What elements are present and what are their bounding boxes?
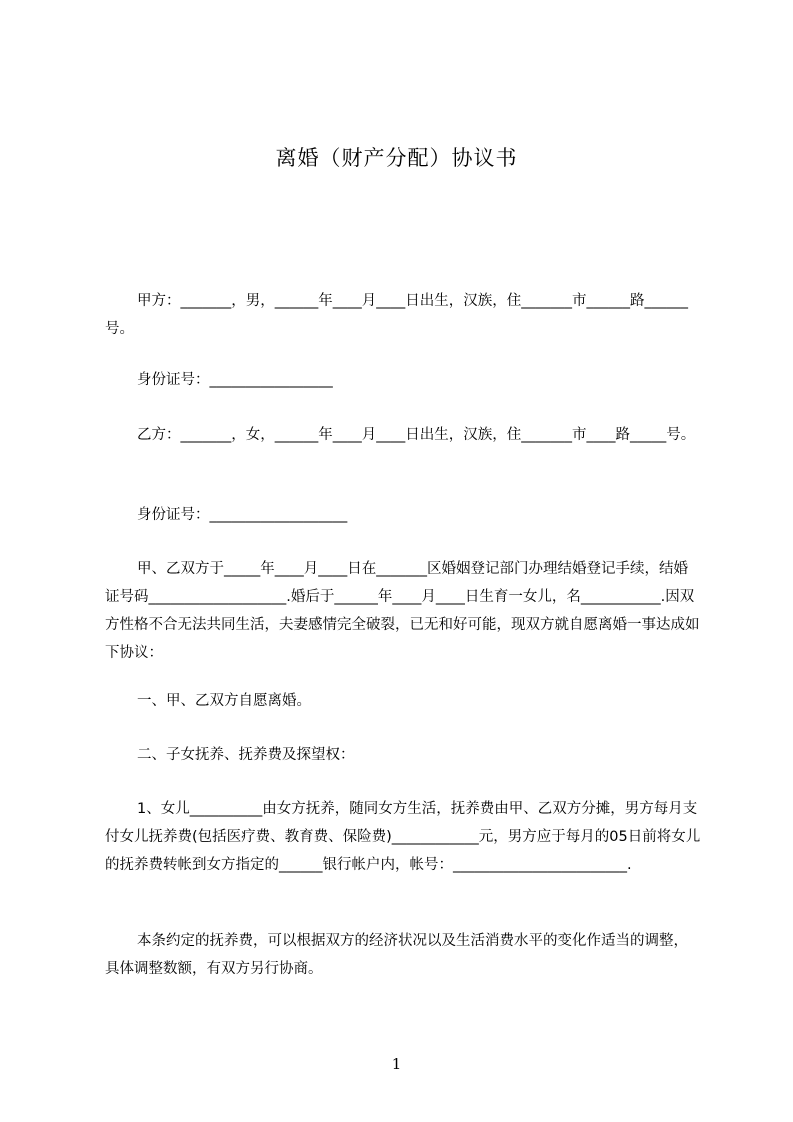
child-support-paragraph xyxy=(105,795,702,879)
adjustment-paragraph xyxy=(105,927,702,983)
clause-one-paragraph xyxy=(105,687,702,715)
party-a-id-text: 身份证号：_________________ xyxy=(137,372,333,388)
document-title: 离婚（财产分配）协议书 xyxy=(275,146,518,170)
child-support-text: 1、女儿__________由女方抚养，随同女方生活，抚养费由甲、乙双方分摊，男方每月支付女儿抚养费(包括医疗费、教育费、保险费)____________元，男方应于每月的05日前将女儿的抚养费转帐到女方指定的______银行帐户内，帐号：________________________. xyxy=(105,801,701,873)
clause-one-text: 一、甲、乙双方自愿离婚。 xyxy=(137,693,311,709)
party-b-id-paragraph xyxy=(105,501,702,529)
marriage-text: 甲、乙双方于_____年____月____日在_______区婚姻登记部门办理结婚登记手续，结婚证号码___________________.婚后于______年____月____日生育一女儿，名___________.因双方性格不合无法共同生活，夫妻感情完全破裂，已无和好可能，现双方就自愿离婚一事达成如下协议： xyxy=(105,561,700,661)
party-a-paragraph xyxy=(105,287,702,343)
party-b-id-text: 身份证号：___________________ xyxy=(137,507,348,523)
clause-two-text: 二、子女抚养、抚养费及探望权： xyxy=(137,747,355,763)
clause-two-paragraph xyxy=(105,741,702,769)
adjustment-text: 本条约定的抚养费，可以根据双方的经济状况以及生活消费水平的变化作适当的调整，具体调整数额，有双方另行协商。 xyxy=(105,933,688,977)
party-b-text: 乙方：_______，女，______年____月____日出生，汉族，住_______市____路_____号。 xyxy=(137,427,696,443)
party-a-id-paragraph xyxy=(105,366,702,394)
party-a-text: 甲方：_______，男，______年____月____日出生，汉族，住_______市______路______号。 xyxy=(105,293,688,337)
page-number: 1 xyxy=(391,1055,402,1073)
marriage-paragraph xyxy=(105,555,702,667)
party-b-paragraph xyxy=(105,421,702,449)
